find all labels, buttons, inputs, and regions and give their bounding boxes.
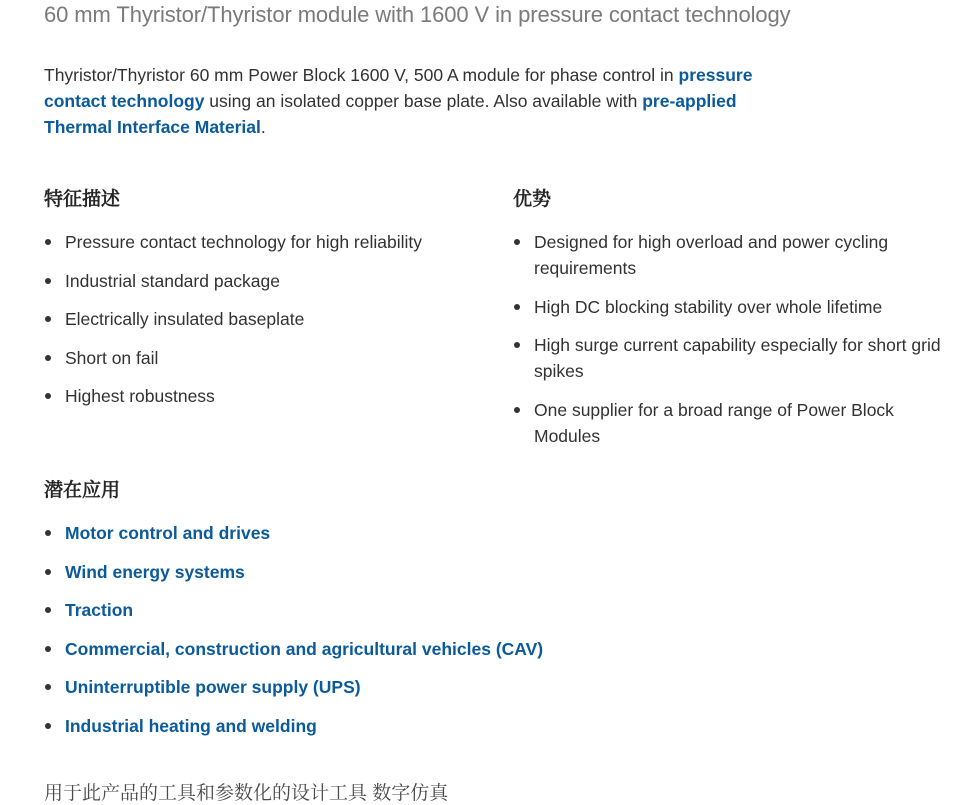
intro-text-3: . [260, 117, 266, 137]
list-item [44, 520, 744, 546]
list-item: One supplier for a broad range of Power Block Modules [513, 397, 943, 449]
intro-text-2: using an isolated copper base plate. Also available with [204, 91, 643, 111]
application-link-heating-welding[interactable]: Industrial heating and welding [65, 715, 317, 736]
list-item: Designed for high overload and power cycling requirements [513, 229, 943, 281]
benefits-list [513, 229, 943, 461]
list-item: High surge current capability especially for short grid spikes [513, 332, 943, 384]
applications-heading: 潜在应用 [44, 480, 121, 501]
product-subtitle: 60 mm Thyristor/Thyristor module with 1600 V in pressure contact technology [44, 2, 791, 27]
list-item [44, 713, 744, 739]
pressure-contact-link[interactable]: pressure contact technology [44, 65, 753, 111]
list-item: Highest robustness [44, 383, 484, 409]
product-intro [44, 62, 764, 140]
application-link-cav[interactable]: Commercial, construction and agricultural vehicles (CAV) [65, 638, 544, 659]
list-item: Electrically insulated baseplate [44, 306, 484, 332]
list-item [44, 636, 744, 662]
intro-text-1: Thyristor/Thyristor 60 mm Power Block 1600 V, 500 A module for phase control in [44, 65, 679, 85]
features-list [44, 229, 484, 422]
list-item: Short on fail [44, 345, 484, 371]
application-link-ups[interactable]: Uninterruptible power supply (UPS) [65, 677, 361, 697]
application-link-motor-control[interactable]: Motor control and drives [65, 523, 271, 543]
list-item [44, 597, 744, 623]
list-item: Industrial standard package [44, 268, 484, 294]
list-item: Pressure contact technology for high reliability [44, 229, 484, 255]
list-item: High DC blocking stability over whole lifetime [513, 294, 943, 320]
application-link-traction[interactable]: Traction [65, 600, 134, 620]
list-item [44, 674, 744, 700]
list-item [44, 559, 744, 585]
applications-list [44, 520, 744, 751]
application-link-wind-energy[interactable]: Wind energy systems [65, 561, 245, 582]
features-heading: 特征描述 [44, 189, 121, 210]
thermal-interface-link[interactable]: pre-applied Thermal Interface Material [44, 91, 737, 137]
benefits-heading: 优势 [513, 189, 552, 210]
next-section-heading-cut: 用于此产品的工具和参数化的设计工具 数字仿真 [44, 783, 449, 804]
